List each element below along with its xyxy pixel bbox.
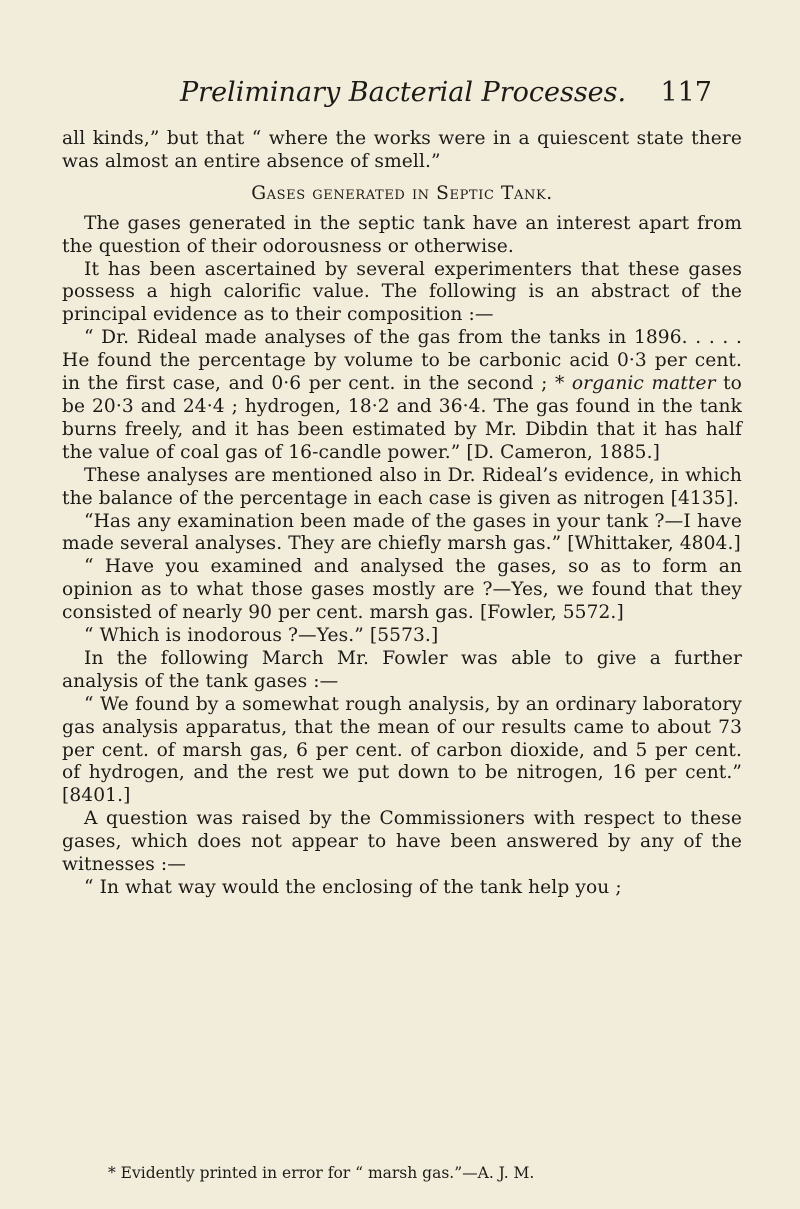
body-text: [62, 128, 742, 900]
quote-paragraph: “ Which is inodorous ?—Yes.” [5573.]: [84, 625, 439, 647]
quote-paragraph: “Has any examination been made of the gases in your tank ?—I have made several analyses. They are chiefly marsh gas.” [Whittaker, 4804.]: [62, 510, 742, 555]
paragraph: In the following March Mr. Fowler was able to give a further analysis of the tank gases :—: [62, 647, 742, 692]
page-header: [180, 76, 710, 110]
page-number: 117: [660, 77, 712, 108]
paragraph: all kinds,” but that “ where the works were in a quiescent state there was almost an entire absence of smell.”: [62, 128, 742, 172]
running-title: Preliminary Bacterial Processes.: [180, 77, 627, 108]
paragraph: A question was raised by the Commissioners with respect to these gases, which does not appear to have been answered by any of the witnesses :—: [62, 808, 742, 876]
paragraph: It has been ascertained by several experimenters that these gases possess a high calorific value. The following is an abstract of the principal evidence as to their composition :—: [62, 258, 742, 326]
quote-paragraph: “ In what way would the enclosing of the tank help you ;: [84, 877, 622, 898]
italic-text: organic matter: [571, 373, 716, 395]
section-heading: Gases generated in Septic Tank.: [251, 182, 553, 204]
quote-text: to be 20·3 and 24·4 ; hydrogen, 18·2 and 36·4. The gas found in the tank burns freely, and it has been estimated by Mr. Dibdin that it has half the value of coal gas of 16-candle power.” [D. Cameron, 1885.]: [62, 373, 742, 463]
quote-paragraph: “ Have you examined and analysed the gases, so as to form an opinion as to what those gases mostly are ?—Yes, we found that they consisted of nearly 90 per cent. marsh gas. [Fowler, 5572.]: [62, 556, 742, 624]
footnote: * Evidently printed in error for “ marsh gas.”—A. J. M.: [108, 1164, 535, 1182]
quote-paragraph: [62, 327, 742, 464]
paragraph: The gases generated in the septic tank have an interest apart from the question of their odorousness or otherwise.: [62, 212, 742, 257]
paragraph: These analyses are mentioned also in Dr. Rideal’s evidence, in which the balance of the percentage in each case is given as nitrogen [4135].: [62, 464, 742, 509]
quote-paragraph: “ We found by a somewhat rough analysis, by an ordinary laboratory gas analysis apparatus, that the mean of our results came to about 73 per cent. of marsh gas, 6 per cent. of carbon dioxide, and 5 per cent. of hydrogen, and the rest we put down to be nitrogen, 16 per cent.” [8401.]: [62, 693, 742, 807]
quote-text: “ Dr. Rideal made analyses of the gas from the tanks in 1896. . . . . He found the percentage by volume to be carbonic acid 0·3 per cent. in the first case, and 0·6 per cent. in the second ; *: [62, 327, 742, 395]
